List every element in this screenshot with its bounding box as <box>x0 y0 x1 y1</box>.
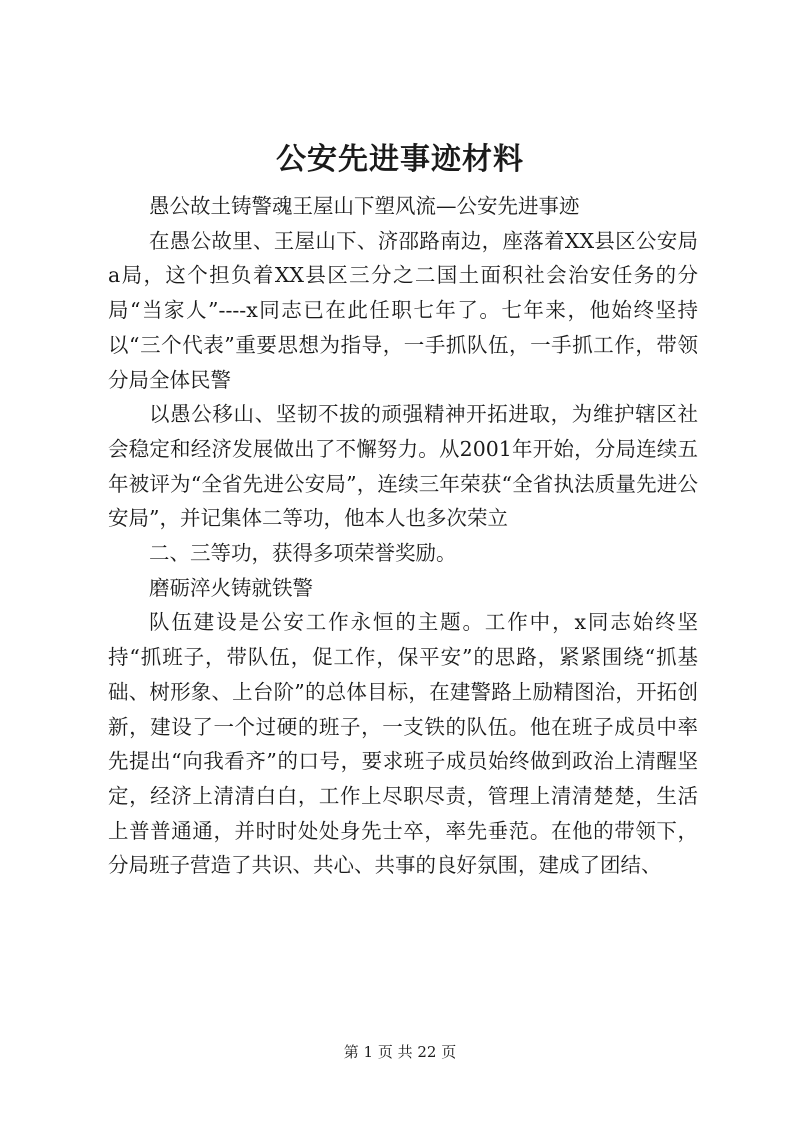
paragraph: 在愚公故里、王屋山下、济邵路南边，座落着XX县区公安局a局，这个担负着XX县区三分之二国土面积社会治安任务的分局“当家人”----x同志已在此任职七年了。七年来，他始终坚持以“三个代表”重要思想为指导，一手抓队伍，一手抓工作，带领分局全体民警 <box>108 228 698 392</box>
paragraph: 以愚公移山、坚韧不拔的顽强精神开拓进取，为维护辖区社会稳定和经济发展做出了不懈努力。从2001年开始，分局连续五年被评为“全省先进公安局”，连续三年荣获“全省执法质量先进公安局”，并记集体二等功，他本人也多次荣立 <box>108 402 698 531</box>
paragraph: 队伍建设是公安工作永恒的主题。工作中，x同志始终坚持“抓班子，带队伍，促工作，保平安”的思路，紧紧围绕“抓基础、树形象、上台阶”的总体目标，在建警路上励精图治，开拓创新，建设了一个过硬的班子，一支铁的队伍。他在班子成员中率先提出“向我看齐”的口号，要求班子成员始终做到政治上清醒坚定，经济上清清白白，工作上尽职尽责，管理上清清楚楚，生活上普普通通，并时时处处身先士卒，率先垂范。在他的带领下，分局班子营造了共识、共心、共事的良好氛围，建成了团结、 <box>108 610 698 878</box>
paragraph: 二、三等功，获得多项荣誉奖励。 <box>149 541 457 566</box>
section-heading: 磨砺淬火铸就铁警 <box>149 575 313 600</box>
document-body <box>108 189 698 883</box>
page-footer: 第 1 页 共 22 页 <box>343 1043 457 1061</box>
paragraph-subtitle: 愚公故土铸警魂王屋山下塑风流—公安先进事迹 <box>149 194 580 218</box>
document-title: 公安先进事迹材料 <box>276 142 524 177</box>
